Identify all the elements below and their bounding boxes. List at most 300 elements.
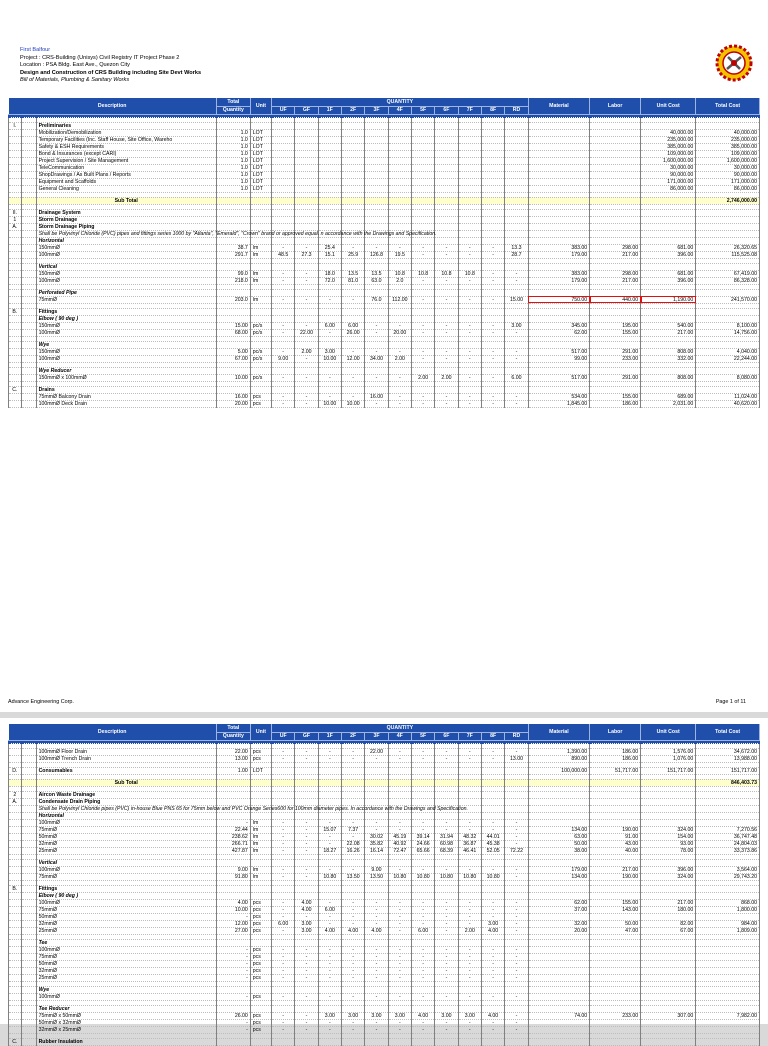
item-number (9, 986, 22, 993)
floor-quantity: - (341, 296, 364, 303)
empty-cell (21, 171, 36, 178)
empty-cell (21, 185, 36, 192)
total-quantity: 12.00 (216, 920, 250, 927)
total-quantity: 5.00 (216, 348, 250, 355)
floor-quantity: 13.00 (505, 755, 528, 762)
col-header-floor: 2F (341, 732, 364, 740)
item-description: 25mmØ (36, 847, 216, 854)
floor-quantity: - (458, 322, 481, 329)
total-quantity (216, 216, 250, 223)
empty-cell (21, 315, 36, 322)
total-cost (696, 1038, 760, 1045)
table-row (9, 892, 760, 899)
empty-cell (21, 946, 36, 953)
item-description: Preliminaries (36, 122, 216, 129)
floor-quantity (505, 143, 528, 150)
col-header-total-cost: Total Cost (696, 724, 760, 740)
floor-quantity: - (272, 322, 295, 329)
material-cost (528, 1005, 590, 1012)
labor-cost: 233.00 (590, 1012, 641, 1019)
floor-quantity (272, 216, 295, 223)
unit-cost (641, 315, 696, 322)
floor-quantity (295, 341, 318, 348)
floor-quantity: - (435, 393, 458, 400)
unit: pcs (250, 1026, 271, 1033)
total-quantity: - (216, 1026, 250, 1033)
empty-cell (365, 779, 388, 786)
item-number (9, 329, 22, 336)
floor-quantity (272, 237, 295, 244)
floor-quantity (435, 136, 458, 143)
unit (250, 263, 271, 270)
unit-cost (641, 1019, 696, 1026)
total-quantity: 68.00 (216, 329, 250, 336)
floor-quantity (272, 136, 295, 143)
unit: pcs (250, 974, 271, 981)
floor-quantity (388, 209, 411, 216)
floor-quantity (411, 157, 434, 164)
empty-cell (21, 400, 36, 407)
unit: pcs (250, 755, 271, 762)
item-description: 150mmØ (36, 244, 216, 251)
floor-quantity: 10.80 (411, 873, 434, 880)
material-cost: 517.00 (528, 374, 590, 381)
floor-quantity: 9.00 (272, 355, 295, 362)
floor-quantity (388, 289, 411, 296)
floor-quantity: 10.80 (458, 873, 481, 880)
table-row (9, 939, 760, 946)
floor-quantity: 12.00 (341, 355, 364, 362)
floor-quantity: - (481, 913, 504, 920)
floor-quantity: - (295, 244, 318, 251)
total-cost (696, 798, 760, 805)
floor-quantity: 2.00 (411, 374, 434, 381)
total-cost: 13,988.00 (696, 755, 760, 762)
floor-quantity: - (272, 374, 295, 381)
empty-cell (250, 779, 271, 786)
floor-quantity: - (481, 296, 504, 303)
floor-quantity (341, 791, 364, 798)
floor-quantity: - (481, 866, 504, 873)
floor-quantity: - (505, 748, 528, 755)
floor-quantity: - (458, 348, 481, 355)
floor-quantity: - (505, 866, 528, 873)
total-quantity: 13.00 (216, 755, 250, 762)
floor-quantity: - (295, 953, 318, 960)
item-description: 100mmØ (36, 819, 216, 826)
total-cost: 868.00 (696, 899, 760, 906)
item-number (9, 873, 22, 880)
item-number (9, 129, 22, 136)
floor-quantity (481, 216, 504, 223)
unit: pc/s (250, 322, 271, 329)
total-quantity: 27.00 (216, 927, 250, 934)
floor-quantity: 4.00 (365, 927, 388, 934)
floor-quantity (272, 386, 295, 393)
total-quantity (216, 367, 250, 374)
item-description: Elbow ( 90 deg ) (36, 892, 216, 899)
total-cost (696, 308, 760, 315)
labor-cost: 43.00 (590, 840, 641, 847)
floor-quantity: 112.00 (388, 296, 411, 303)
floor-quantity (272, 150, 295, 157)
empty-cell (458, 197, 481, 204)
subtotal-label: Sub Total (36, 779, 216, 786)
floor-quantity: - (341, 374, 364, 381)
floor-quantity: - (295, 960, 318, 967)
item-number (9, 819, 22, 826)
material-cost: 345.00 (528, 322, 590, 329)
empty-cell (21, 993, 36, 1000)
floor-quantity (388, 386, 411, 393)
floor-quantity: - (435, 819, 458, 826)
total-cost: 171,000.00 (696, 178, 760, 185)
item-description: 100mmØ (36, 946, 216, 953)
total-quantity (216, 791, 250, 798)
empty-cell (21, 341, 36, 348)
table-row (9, 927, 760, 934)
floor-quantity (365, 171, 388, 178)
floor-quantity: 40.92 (388, 840, 411, 847)
material-cost (528, 913, 590, 920)
unit (250, 386, 271, 393)
empty-cell (21, 833, 36, 840)
total-cost (696, 812, 760, 819)
floor-quantity: - (295, 819, 318, 826)
floor-quantity (388, 367, 411, 374)
floor-quantity: 25.9 (341, 251, 364, 258)
col-header-total: Total (216, 98, 250, 106)
empty-cell (21, 986, 36, 993)
floor-quantity: - (365, 244, 388, 251)
floor-quantity (318, 939, 341, 946)
floor-quantity (481, 122, 504, 129)
table-row (9, 873, 760, 880)
item-number: 1 (9, 216, 22, 223)
floor-quantity: - (318, 393, 341, 400)
floor-quantity: - (388, 755, 411, 762)
floor-quantity (388, 178, 411, 185)
floor-quantity (458, 812, 481, 819)
floor-quantity (435, 237, 458, 244)
floor-quantity: 81.0 (341, 277, 364, 284)
item-number (9, 812, 22, 819)
table-row (9, 393, 760, 400)
floor-quantity: - (272, 296, 295, 303)
floor-quantity: - (295, 374, 318, 381)
table-row (9, 289, 760, 296)
floor-quantity (388, 157, 411, 164)
total-cost: 40,620.00 (696, 400, 760, 407)
floor-quantity: - (341, 244, 364, 251)
floor-quantity: - (388, 993, 411, 1000)
floor-quantity: - (411, 826, 434, 833)
material-cost: 534.00 (528, 393, 590, 400)
item-description: 100mmØ (36, 993, 216, 1000)
empty-cell (590, 230, 641, 237)
empty-cell (21, 216, 36, 223)
item-description: Rubber Insulation (36, 1038, 216, 1045)
floor-quantity (458, 939, 481, 946)
floor-quantity (411, 341, 434, 348)
col-header-material: Material (528, 724, 590, 740)
floor-quantity: - (341, 819, 364, 826)
unit: pc/s (250, 329, 271, 336)
total-quantity (216, 341, 250, 348)
floor-quantity (318, 315, 341, 322)
floor-quantity (365, 185, 388, 192)
empty-cell (341, 197, 364, 204)
floor-quantity: - (435, 348, 458, 355)
empty-cell (318, 779, 341, 786)
floor-quantity: 10.8 (411, 270, 434, 277)
floor-quantity (481, 892, 504, 899)
total-quantity (216, 289, 250, 296)
total-quantity (216, 263, 250, 270)
item-number (9, 136, 22, 143)
empty-cell (272, 197, 295, 204)
floor-quantity (411, 237, 434, 244)
floor-quantity: - (341, 974, 364, 981)
floor-quantity: - (505, 960, 528, 967)
floor-quantity: - (272, 873, 295, 880)
total-cost: 385,000.00 (696, 143, 760, 150)
floor-quantity (341, 157, 364, 164)
table-row (9, 767, 760, 774)
floor-quantity: - (272, 866, 295, 873)
floor-quantity: - (481, 1026, 504, 1033)
labor-cost (590, 136, 641, 143)
floor-quantity (295, 367, 318, 374)
item-number (9, 953, 22, 960)
floor-quantity (295, 812, 318, 819)
material-cost: 890.00 (528, 755, 590, 762)
unit: lm (250, 819, 271, 826)
labor-cost: 50.00 (590, 920, 641, 927)
table-row (9, 216, 760, 223)
empty-cell (295, 197, 318, 204)
floor-quantity: - (272, 244, 295, 251)
floor-quantity (295, 164, 318, 171)
total-quantity: 1.0 (216, 136, 250, 143)
total-cost (696, 209, 760, 216)
labor-cost (590, 315, 641, 322)
floor-quantity (272, 308, 295, 315)
floor-quantity: - (458, 296, 481, 303)
unit-cost: 171,000.00 (641, 178, 696, 185)
empty-cell (295, 779, 318, 786)
labor-cost (590, 885, 641, 892)
floor-quantity (411, 1038, 434, 1045)
empty-cell (216, 197, 250, 204)
floor-quantity: - (272, 927, 295, 934)
unit-cost: 396.00 (641, 866, 696, 873)
floor-quantity (411, 1005, 434, 1012)
unit-cost (641, 386, 696, 393)
item-number (9, 237, 22, 244)
empty-cell (458, 230, 481, 237)
floor-quantity (411, 164, 434, 171)
floor-quantity: - (318, 1019, 341, 1026)
floor-quantity (505, 885, 528, 892)
floor-quantity (435, 150, 458, 157)
floor-quantity (435, 178, 458, 185)
floor-quantity: 25.4 (318, 244, 341, 251)
floor-quantity (341, 798, 364, 805)
floor-quantity: - (365, 993, 388, 1000)
item-number (9, 296, 22, 303)
floor-quantity (272, 143, 295, 150)
total-quantity: 22.44 (216, 826, 250, 833)
floor-quantity: - (505, 974, 528, 981)
floor-quantity: - (295, 1026, 318, 1033)
unit-cost: 40,000.00 (641, 129, 696, 136)
unit: pc/s (250, 348, 271, 355)
table-row (9, 329, 760, 336)
total-quantity: 10.00 (216, 906, 250, 913)
floor-quantity: 3.00 (481, 920, 504, 927)
empty-cell (21, 367, 36, 374)
unit: pcs (250, 899, 271, 906)
material-cost (528, 237, 590, 244)
table-row (9, 906, 760, 913)
subtotal-row (9, 197, 760, 204)
floor-quantity: - (411, 899, 434, 906)
floor-quantity (435, 986, 458, 993)
unit-cost: 324.00 (641, 826, 696, 833)
floor-quantity (365, 289, 388, 296)
floor-quantity: - (481, 946, 504, 953)
item-description: 150mmØ x 100mmØ (36, 374, 216, 381)
floor-quantity: - (341, 866, 364, 873)
floor-quantity: - (458, 400, 481, 407)
floor-quantity: - (458, 993, 481, 1000)
item-description: Tee Reducer (36, 1005, 216, 1012)
col-header-floor: 8F (481, 106, 504, 114)
total-quantity (216, 315, 250, 322)
item-description: Safety & ESH Requirements (36, 143, 216, 150)
item-number (9, 748, 22, 755)
floor-quantity: - (458, 913, 481, 920)
labor-cost (590, 913, 641, 920)
item-description: Drainage System (36, 209, 216, 216)
material-cost: 383.00 (528, 244, 590, 251)
floor-quantity: 16.14 (365, 847, 388, 854)
material-cost: 99.00 (528, 355, 590, 362)
floor-quantity (341, 237, 364, 244)
floor-quantity: - (435, 400, 458, 407)
floor-quantity (272, 367, 295, 374)
total-cost: 241,570.00 (696, 296, 760, 303)
item-number (9, 847, 22, 854)
floor-quantity: - (365, 819, 388, 826)
floor-quantity (318, 289, 341, 296)
material-cost: 62.00 (528, 899, 590, 906)
floor-quantity (318, 885, 341, 892)
floor-quantity (272, 892, 295, 899)
table-row (9, 986, 760, 993)
floor-quantity: - (295, 840, 318, 847)
floor-quantity: - (411, 1019, 434, 1026)
col-header-description: Description (9, 98, 217, 114)
labor-cost (590, 819, 641, 826)
floor-quantity: 2.00 (388, 355, 411, 362)
total-quantity: - (216, 960, 250, 967)
item-number (9, 315, 22, 322)
unit-cost (641, 122, 696, 129)
floor-quantity (295, 308, 318, 315)
floor-quantity: 18.0 (318, 270, 341, 277)
empty-cell (21, 270, 36, 277)
unit-cost: 396.00 (641, 251, 696, 258)
empty-cell (21, 779, 36, 786)
total-cost: 235,000.00 (696, 136, 760, 143)
empty-cell (411, 197, 434, 204)
floor-quantity (341, 185, 364, 192)
floor-quantity: 10.8 (388, 270, 411, 277)
total-cost: 40,000.00 (696, 129, 760, 136)
material-cost: 517.00 (528, 348, 590, 355)
floor-quantity (458, 1038, 481, 1045)
empty-cell (21, 927, 36, 934)
item-description: 100mmØ Trench Drain (36, 755, 216, 762)
floor-quantity (341, 150, 364, 157)
empty-cell (21, 906, 36, 913)
total-cost (696, 892, 760, 899)
table-row (9, 263, 760, 270)
total-cost (696, 1019, 760, 1026)
total-quantity (216, 308, 250, 315)
empty-cell (21, 859, 36, 866)
floor-quantity (505, 150, 528, 157)
floor-quantity (365, 798, 388, 805)
labor-cost: 233.00 (590, 355, 641, 362)
floor-quantity (341, 341, 364, 348)
labor-cost: 186.00 (590, 400, 641, 407)
total-cost: 30,000.00 (696, 164, 760, 171)
labor-cost (590, 892, 641, 899)
floor-quantity: - (458, 329, 481, 336)
empty-cell (9, 805, 22, 812)
material-cost: 74.00 (528, 1012, 590, 1019)
total-cost (696, 960, 760, 967)
unit: lm (250, 251, 271, 258)
material-cost (528, 819, 590, 826)
document-subtitle: Bill of Materials, Plumbing & Sanitary Works (20, 77, 130, 84)
unit: LOT (250, 136, 271, 143)
unit (250, 798, 271, 805)
floor-quantity (341, 216, 364, 223)
floor-quantity: 3.00 (341, 1012, 364, 1019)
floor-quantity (481, 171, 504, 178)
footer-company: Advance Engineering Corp. (8, 699, 74, 705)
floor-quantity: - (458, 277, 481, 284)
total-quantity (216, 237, 250, 244)
floor-quantity: - (365, 374, 388, 381)
floor-quantity (458, 237, 481, 244)
labor-cost: 291.00 (590, 374, 641, 381)
floor-quantity (295, 209, 318, 216)
floor-quantity (318, 986, 341, 993)
item-description: 75mmØ x 50mmØ (36, 1012, 216, 1019)
material-cost (528, 885, 590, 892)
col-header-total-cost: Total Cost (696, 98, 760, 114)
floor-quantity (481, 263, 504, 270)
item-description: Temporary Facilities (Inc. Staff House, Site Office, Wareho (36, 136, 216, 143)
unit-cost (641, 986, 696, 993)
floor-quantity: - (388, 946, 411, 953)
floor-quantity: - (458, 748, 481, 755)
